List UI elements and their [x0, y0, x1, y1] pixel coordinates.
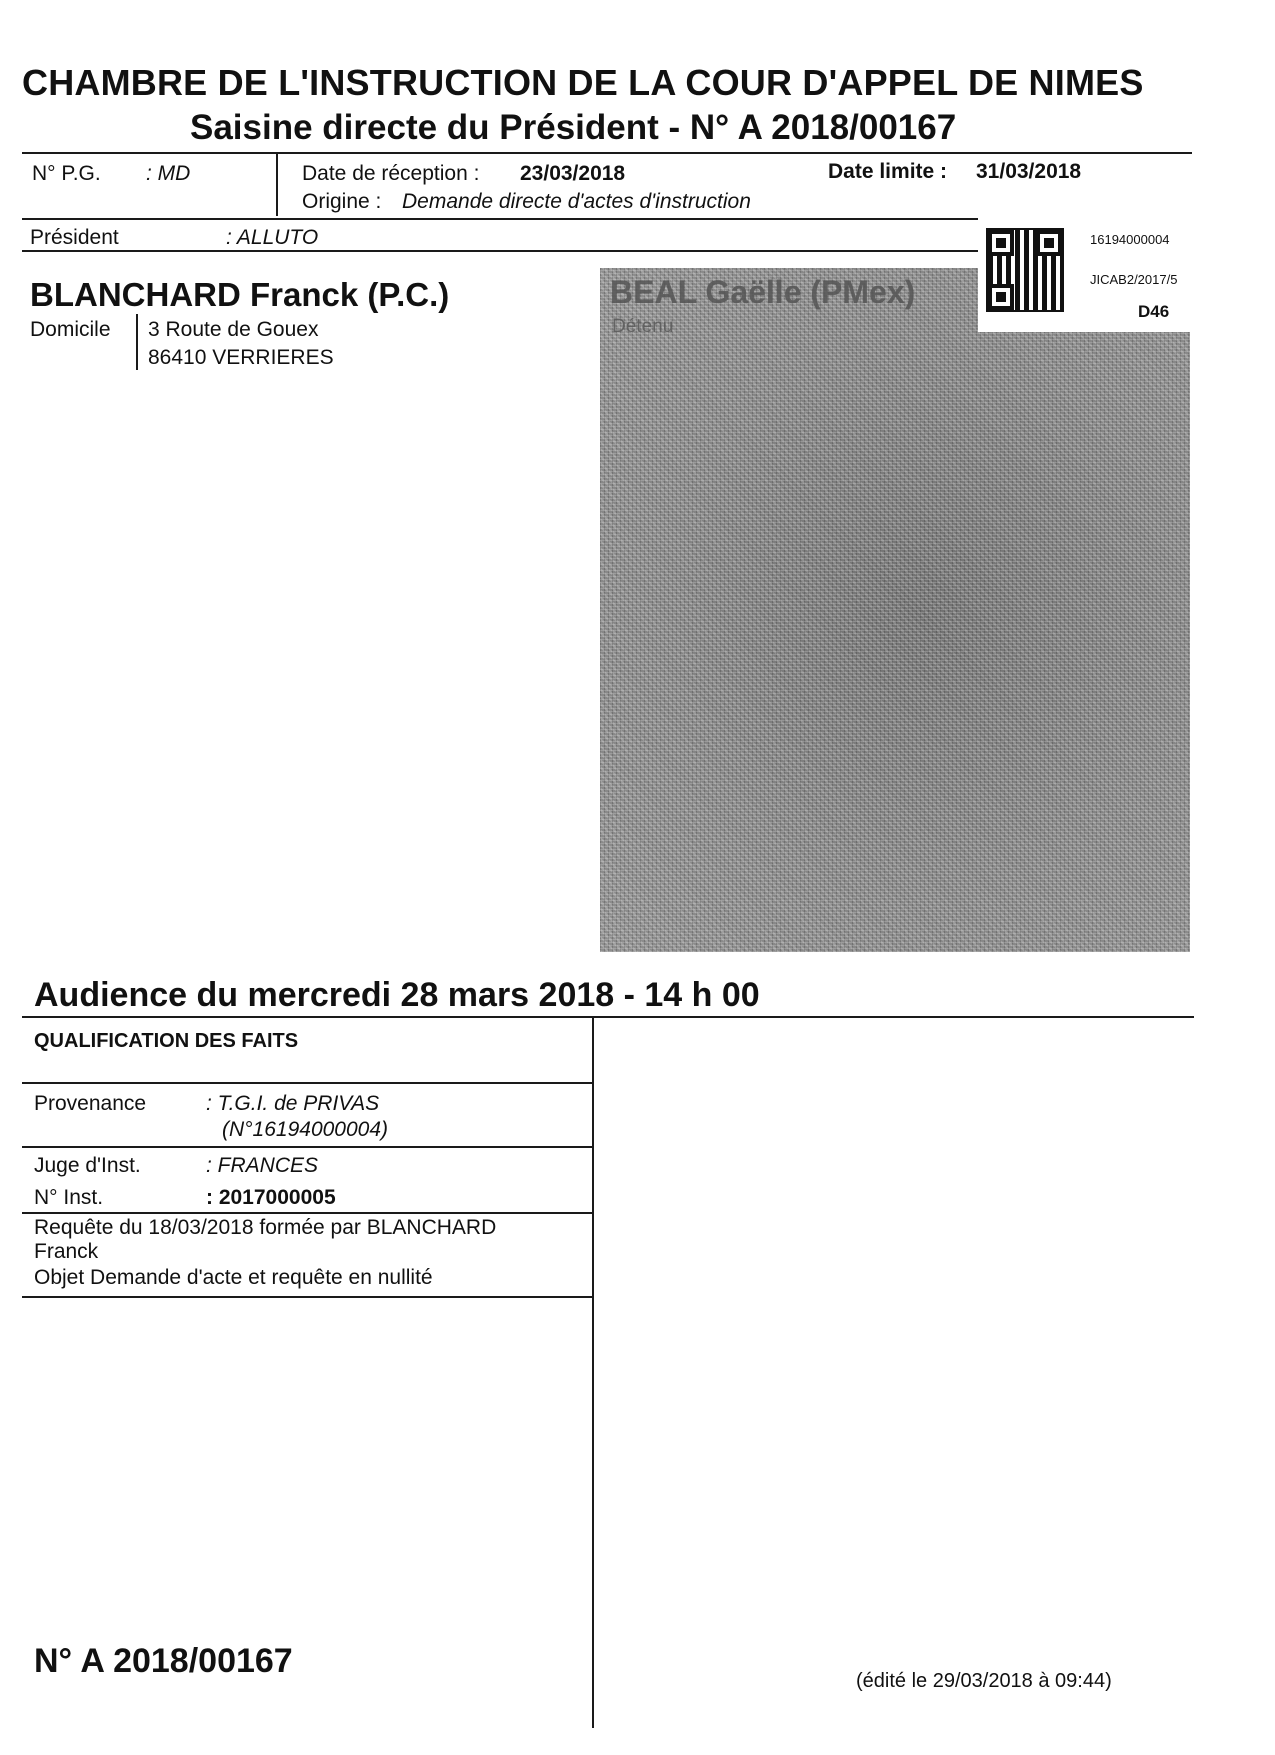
info-column-divider — [276, 154, 278, 216]
address-line-2: 86410 VERRIERES — [148, 346, 334, 369]
document-subtitle: Saisine directe du Président - N° A 2018/00167 — [190, 108, 957, 147]
hearing-title: Audience du mercredi 28 mars 2018 - 14 h 00 — [34, 976, 760, 1014]
qr-code — [986, 228, 1064, 312]
president-label: Président — [30, 226, 119, 249]
redacted-area — [600, 268, 1190, 952]
domicile-divider — [136, 314, 138, 370]
request-line-1: Requête du 18/03/2018 formée par BLANCHARD — [34, 1216, 497, 1239]
qualification-divider — [22, 1082, 592, 1084]
reception-label: Date de réception : — [302, 162, 480, 185]
barcode-code: D46 — [1138, 302, 1170, 321]
footer-number: N° A 2018/00167 — [34, 1642, 293, 1680]
object-divider — [22, 1296, 592, 1298]
limit-date: 31/03/2018 — [976, 160, 1082, 183]
provenance-divider — [22, 1146, 592, 1148]
address-line-1: 3 Route de Gouex — [148, 318, 319, 341]
barcode-ref: JICAB2/2017/5 — [1090, 272, 1178, 287]
origin-value: Demande directe d'actes d'instruction — [402, 190, 751, 213]
reception-date: 23/03/2018 — [520, 162, 626, 185]
info-divider — [22, 218, 982, 220]
hearing-divider — [22, 1016, 1194, 1018]
president-divider — [22, 250, 978, 252]
request-line-2: Franck — [34, 1240, 99, 1263]
instruction-number-value: : 2017000005 — [206, 1186, 336, 1209]
object-line: Objet Demande d'acte et requête en nullité — [34, 1266, 433, 1289]
edited-date: (édité le 29/03/2018 à 09:44) — [856, 1670, 1112, 1692]
header-divider — [22, 152, 1192, 154]
party-left-name: BLANCHARD Franck (P.C.) — [30, 276, 450, 313]
limit-label: Date limite : — [828, 160, 948, 183]
party-right-status: Détenu — [612, 316, 674, 337]
president-value: : ALLUTO — [226, 226, 319, 249]
instruction-number-label: N° Inst. — [34, 1186, 104, 1209]
document-title: CHAMBRE DE L'INSTRUCTION DE LA COUR D'APPEL DE NIMES — [22, 62, 1144, 103]
party-right-name: BEAL Gaëlle (PMex) — [610, 274, 916, 310]
barcode-number: 16194000004 — [1090, 232, 1170, 247]
provenance-label: Provenance — [34, 1092, 147, 1115]
pg-value: : MD — [146, 162, 191, 185]
pg-label: N° P.G. — [32, 162, 101, 185]
juge-value: : FRANCES — [206, 1154, 319, 1177]
juge-label: Juge d'Inst. — [34, 1154, 141, 1177]
provenance-number: (N°16194000004) — [222, 1118, 389, 1141]
origin-label: Origine : — [302, 190, 382, 213]
hearing-column-divider — [592, 1018, 594, 1728]
qualification-header: QUALIFICATION DES FAITS — [34, 1030, 299, 1052]
domicile-label: Domicile — [30, 318, 111, 341]
instruction-divider — [22, 1212, 592, 1214]
provenance-value: : T.G.I. de PRIVAS — [206, 1092, 380, 1115]
